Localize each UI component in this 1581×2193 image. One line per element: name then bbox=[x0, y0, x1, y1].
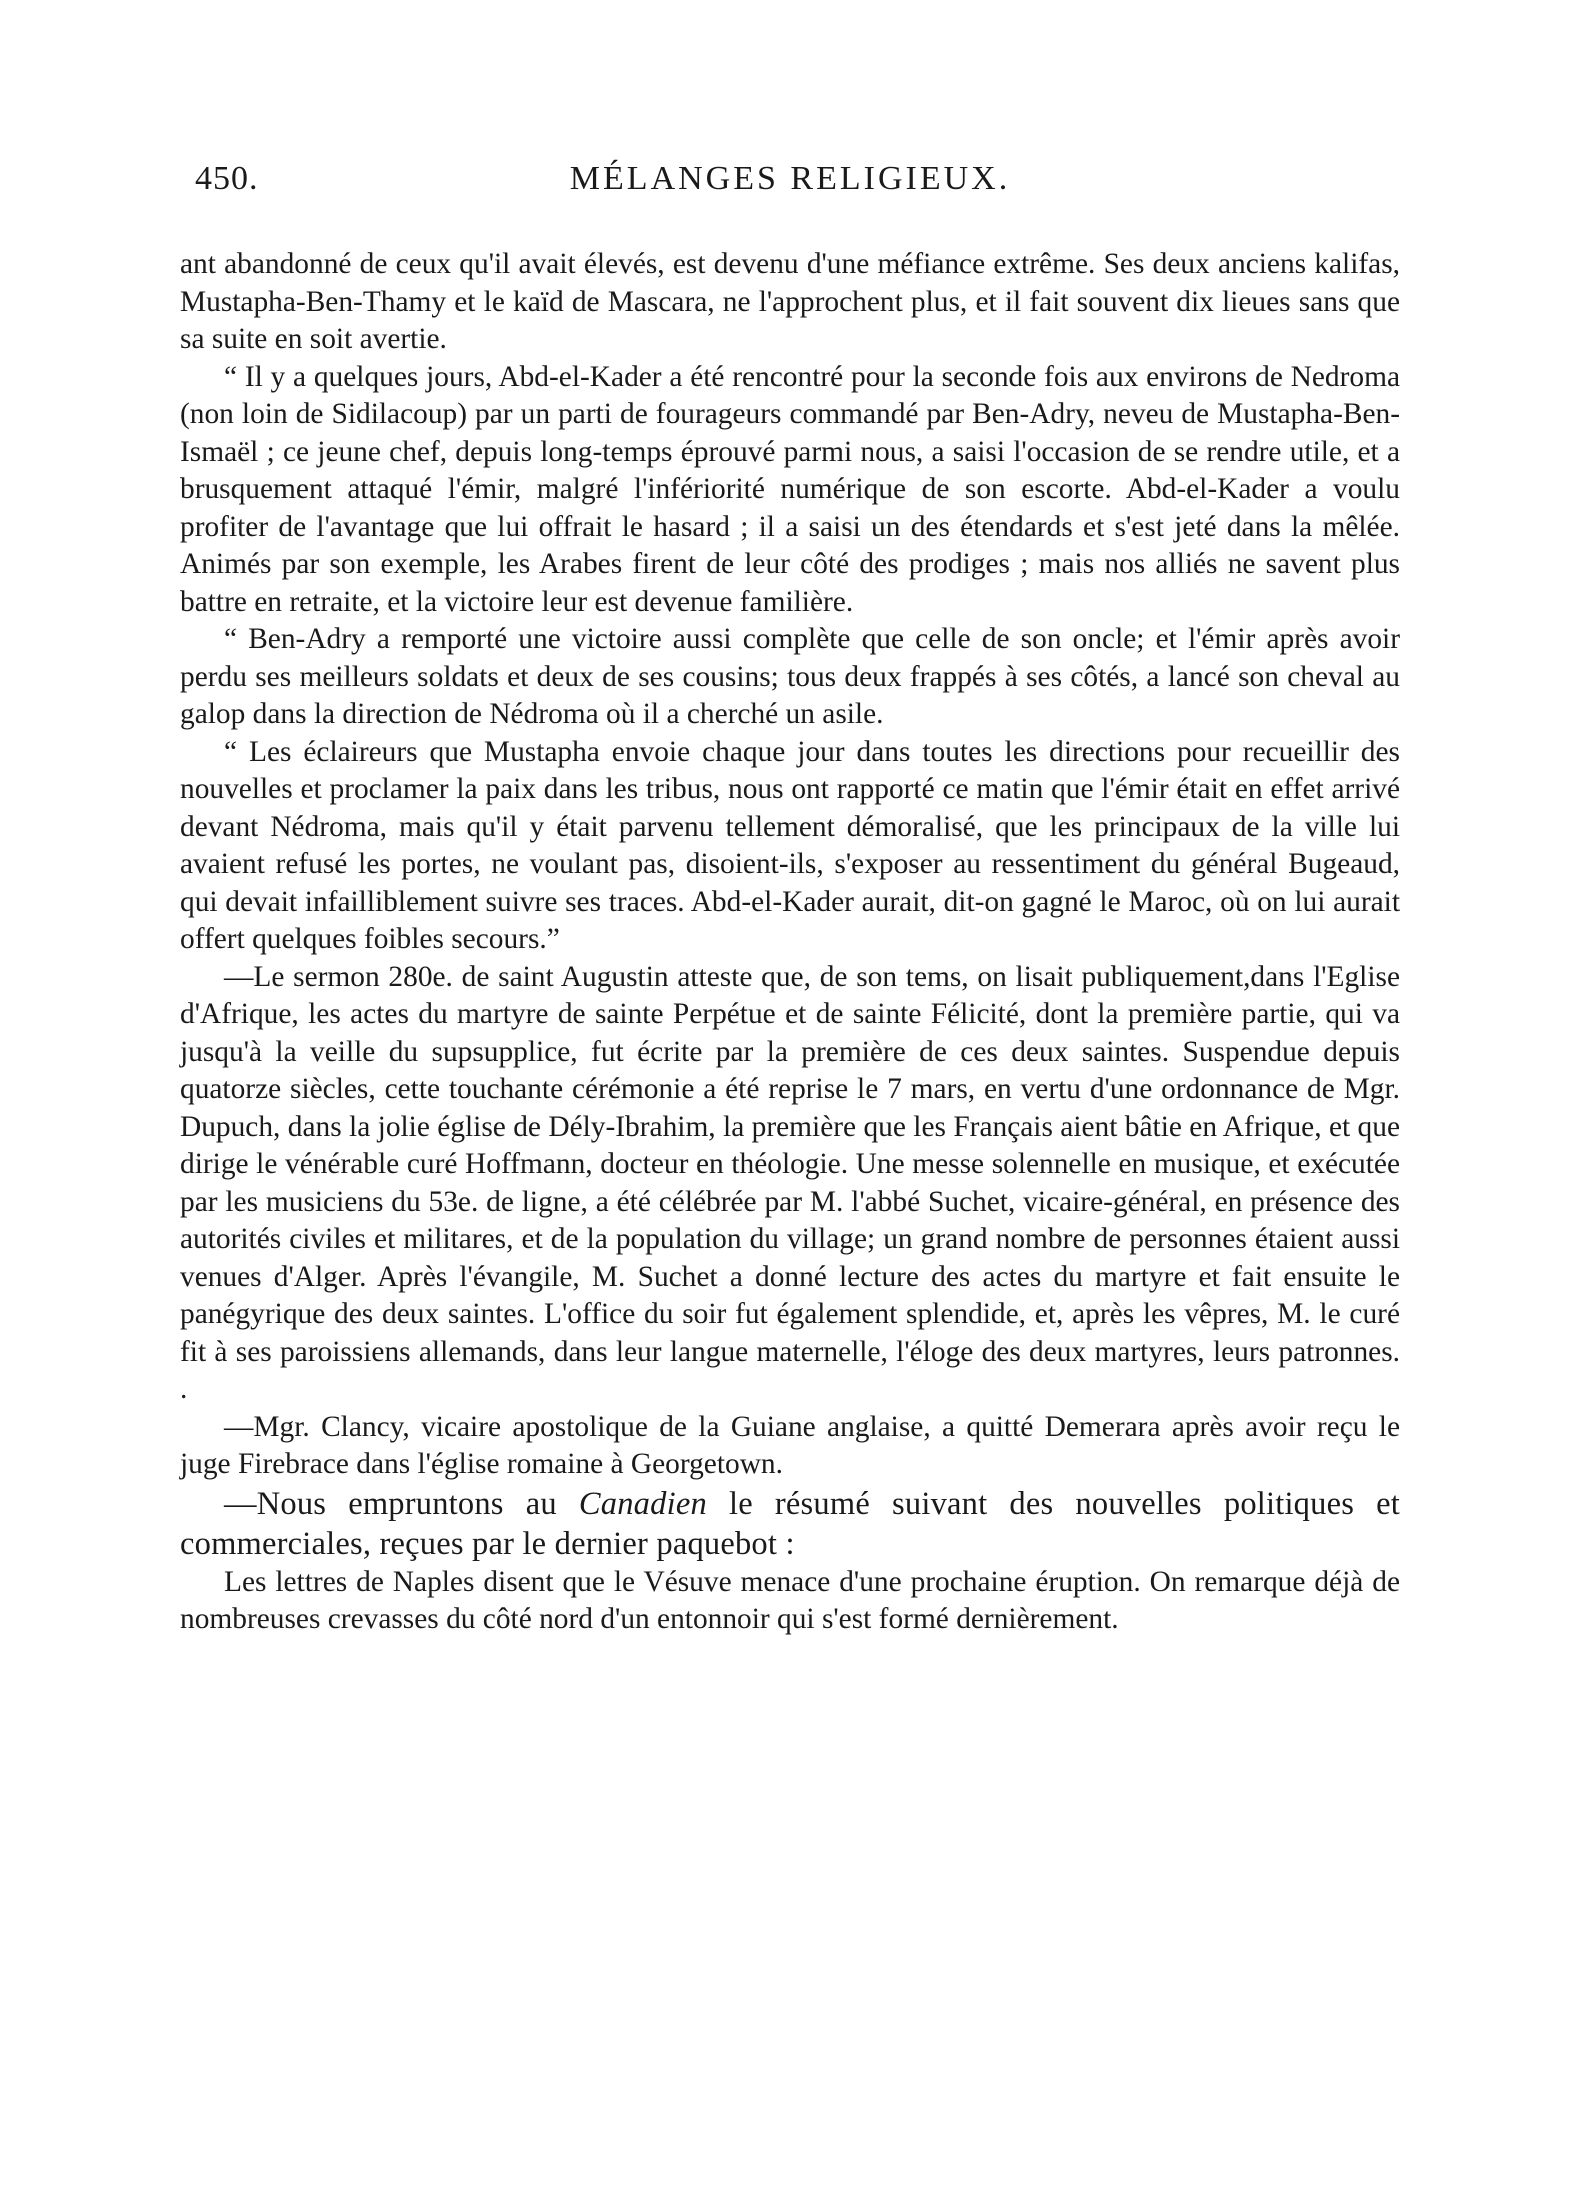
paragraph-mgr-clancy: —Mgr. Clancy, vicaire apostolique de la Guiane anglaise, a quitté Demerara après avoir reçu le juge Firebrace dans l'église romaine à Georgetown. bbox=[180, 1410, 1400, 1480]
paragraph-ben-adry-victory: “ Ben-Adry a remporté une victoire aussi complète que celle de son oncle; et l'émir après avoir perdu ses meilleurs soldats et deux de ses cousins; tous deux frappés à ses côtés, a lancé son cheval au galop dans la direction de Nédroma où il a cherché un asile. bbox=[180, 623, 1400, 730]
running-title: MÉLANGES RELIGIEUX. bbox=[569, 160, 1011, 197]
paragraph-saint-augustin-sermon: —Le sermon 280e. de saint Augustin atteste que, de son tems, on lisait publiquement,dans l'Eglise d'Afrique, les actes du martyre de sainte Perpétue et de sainte Félicité, dont la première partie, qui va jusqu'à la veille du supsupplice, fut écrite par la première de ces deux saintes. Suspendue depuis quatorze siècles, cette touchante cérémonie a été reprise le 7 mars, en vertu d'une ordonnance de Mgr. Dupuch, dans la jolie église de Dély-Ibrahim, la première que les Français aient bâtie en Afrique, et que dirige le vénérable curé Hoffmann, docteur en théologie. Une messe solennelle en musique, et exécutée par les musiciens du 53e. de ligne, a été célébrée par M. l'abbé Suchet, vicaire-général, en présence des autorités civiles et militares, et de la population du village; un grand nombre de personnes étaient aussi venues d'Alger. Après l'évangile, M. Suchet a donné lecture des actes du martyre et fait ensuite le panégyrique des deux saintes. L'office du soir fut également splendide, et, après les vêpres, M. le curé fit à ses paroissiens allemands, dans leur langue maternelle, l'éloge des deux martyres, leurs patronnes. . bbox=[180, 960, 1400, 1405]
body-text bbox=[180, 246, 1400, 1639]
paragraph-continuation: ant abandonné de ceux qu'il avait élevés, est devenu d'une méfiance extrême. Ses deux anciens kalifas, Mustapha-Ben-Thamy et le kaïd de Mascara, ne l'approchent plus, et il fait souvent dix lieues sans que sa suite en soit avertie. bbox=[180, 248, 1400, 355]
paragraph-scouts-report: “ Les éclaireurs que Mustapha envoie chaque jour dans toutes les directions pour recueillir des nouvelles et proclamer la paix dans les tribus, nous ont rapporté ce matin que l'émir était en effet arrivé devant Nédroma, mais qu'il y était parvenu tellement démoralisé, que les principaux de la ville lui avaient refusé les portes, ne voulant pas, disoient-ils, s'exposer au ressentiment du général Bugeaud, qui devait infailliblement suivre ses traces. Abd-el-Kader aurait, dit-on gagné le Maroc, où on lui aurait offert quelques foibles secours.” bbox=[180, 735, 1400, 955]
page-number: 450. bbox=[195, 160, 259, 197]
canadien-text-after: le résumé suivant des nouvelles politiques et commerciales, reçues par le dernier paquebot : bbox=[180, 1485, 1400, 1562]
paragraph-abd-el-kader-encounter: “ Il y a quelques jours, Abd-el-Kader a été rencontré pour la seconde fois aux environs de Nedroma (non loin de Sidilacoup) par un parti de fourageurs commandé par Ben-Adry, neveu de Mustapha-Ben-Ismaël ; ce jeune chef, depuis long-temps éprouvé parmi nous, a saisi l'occasion de se rendre utile, et a brusquement attaqué l'émir, malgré l'infériorité numérique de son escorte. Abd-el-Kader a voulu profiter de l'avantage que lui offrait le hasard ; il a saisi un des étendards et s'est jeté dans la mêlée. Animés par son exemple, les Arabes firent de leur côté des prodiges ; mais nos alliés ne savent plus battre en retraite, et la victoire leur est devenue familière. bbox=[180, 360, 1400, 618]
canadien-text-before: —Nous empruntons au bbox=[224, 1485, 579, 1522]
paragraph-canadien-summary bbox=[180, 1484, 1400, 1564]
canadien-title: Canadien bbox=[578, 1485, 707, 1522]
document-page bbox=[180, 160, 1400, 1639]
running-head bbox=[180, 160, 1400, 220]
paragraph-vesuvius: Les lettres de Naples disent que le Vésuve menace d'une prochaine éruption. On remarque déjà de nombreuses crevasses du côté nord d'un entonnoir qui s'est formé dernièrement. bbox=[180, 1565, 1400, 1635]
